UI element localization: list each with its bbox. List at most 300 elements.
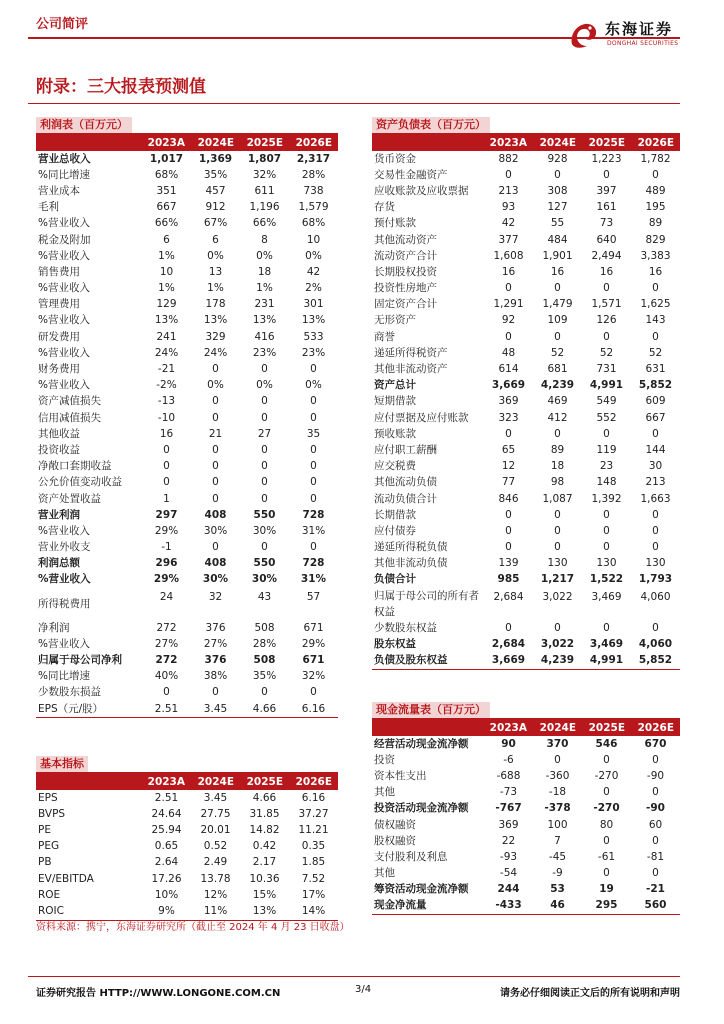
value-cell: 0 — [603, 753, 610, 766]
value-cell: 1,571 — [591, 298, 622, 311]
value-cell: 0% — [256, 379, 273, 392]
income-rows — [36, 151, 338, 717]
value-cell: 2.51 — [154, 791, 179, 804]
value-cell: 20.01 — [200, 823, 231, 836]
value-cell: 0 — [163, 476, 170, 489]
row-label: 应付债券 — [374, 524, 416, 537]
value-cell: -270 — [594, 769, 619, 782]
value-cell: 93 — [501, 201, 516, 214]
value-cell: 126 — [596, 314, 617, 327]
table-row — [36, 685, 338, 701]
table-row — [36, 855, 338, 871]
value-cell: 0 — [554, 524, 561, 537]
value-cell: 48 — [501, 346, 516, 359]
section-header — [36, 117, 338, 134]
table-row — [36, 297, 338, 313]
year-header: 2024E — [191, 773, 240, 790]
value-cell: 0 — [212, 395, 219, 408]
table-row — [372, 491, 680, 507]
value-cell: 550 — [253, 557, 276, 570]
value-cell: 928 — [547, 152, 568, 165]
value-cell: 295 — [595, 899, 618, 912]
row-label: %营业收入 — [38, 524, 90, 537]
value-cell: 0 — [261, 411, 268, 424]
value-cell: 13.78 — [200, 872, 231, 885]
value-cell: 296 — [155, 557, 178, 570]
value-cell: 31% — [301, 524, 326, 537]
row-label: 应付职工薪酬 — [374, 443, 437, 456]
value-cell: 829 — [645, 233, 666, 246]
row-label: 流动资产合计 — [374, 249, 437, 262]
value-cell: 0 — [603, 621, 610, 634]
table-row — [36, 507, 338, 523]
value-cell: 1,392 — [591, 492, 622, 505]
value-cell: 12% — [203, 888, 228, 901]
value-cell: 738 — [303, 184, 324, 197]
table-row — [36, 361, 338, 377]
year-header: 2023A — [142, 134, 191, 151]
value-cell: -61 — [597, 850, 616, 863]
table-bottom-rule — [36, 717, 338, 718]
data-source-note: 资料来源：携宁，东海证券研究所（截止至 2024 年 4 月 23 日收盘） — [36, 922, 350, 933]
value-cell: 546 — [595, 737, 618, 750]
value-cell: 1,663 — [640, 492, 671, 505]
value-cell: 24% — [203, 346, 228, 359]
section-header — [36, 756, 338, 773]
value-cell: 1% — [207, 282, 224, 295]
value-cell: 408 — [204, 508, 227, 521]
section-title: 基本指标 — [36, 756, 88, 772]
value-cell: 549 — [596, 395, 617, 408]
row-label: 长期股权投资 — [374, 265, 437, 278]
value-cell: 2,494 — [591, 249, 622, 262]
value-cell: 0% — [256, 249, 273, 262]
row-label: 毛利 — [38, 201, 59, 214]
value-cell: 52 — [599, 346, 614, 359]
value-cell: 1,369 — [198, 152, 233, 165]
value-cell: 3,022 — [540, 637, 575, 650]
row-label: %营业收入 — [38, 314, 90, 327]
value-cell: 119 — [596, 443, 617, 456]
value-cell: 13% — [301, 314, 326, 327]
value-cell: 1% — [158, 282, 175, 295]
value-cell: 1,793 — [638, 573, 673, 586]
value-cell: 4,991 — [589, 379, 624, 392]
value-cell: 13% — [252, 904, 277, 917]
value-cell: 728 — [302, 557, 325, 570]
value-cell: 1,223 — [591, 152, 622, 165]
value-cell: 89 — [550, 443, 565, 456]
table-header-row — [36, 773, 338, 790]
value-cell: 7 — [554, 834, 561, 847]
row-label: 股东权益 — [374, 637, 416, 650]
value-cell: 0 — [652, 834, 659, 847]
row-label: 其他流动负债 — [374, 476, 437, 489]
value-cell: 1,579 — [298, 201, 329, 214]
row-label: 负债合计 — [374, 573, 416, 586]
value-cell: 0 — [603, 786, 610, 799]
table-row — [372, 313, 680, 329]
table-row — [36, 588, 338, 620]
value-cell: 139 — [498, 557, 519, 570]
value-cell: 53 — [550, 883, 565, 896]
row-label: 利润总额 — [38, 557, 80, 570]
value-cell: 0 — [505, 168, 512, 181]
value-cell: 370 — [546, 737, 569, 750]
value-cell: 0 — [505, 621, 512, 634]
table-row — [372, 833, 680, 849]
value-cell: -21 — [157, 363, 176, 376]
value-cell: 0 — [603, 524, 610, 537]
table-row — [36, 410, 338, 426]
value-cell: 0.52 — [203, 840, 228, 853]
value-cell: 130 — [596, 557, 617, 570]
value-cell: 27% — [203, 637, 228, 650]
value-cell: 178 — [205, 298, 226, 311]
table-row — [36, 394, 338, 410]
cash-flow-table — [372, 719, 680, 914]
table-row — [36, 459, 338, 475]
value-cell: 0.65 — [154, 840, 179, 853]
row-label: %营业收入 — [38, 249, 90, 262]
value-cell: 35% — [252, 670, 277, 683]
value-cell: 13% — [252, 314, 277, 327]
header-label-cell — [36, 773, 142, 790]
year-header: 2024E — [533, 719, 582, 736]
value-cell: 3.45 — [203, 791, 228, 804]
value-cell: 0 — [652, 753, 659, 766]
table-row — [372, 507, 680, 523]
value-cell: 55 — [550, 217, 565, 230]
value-cell: 0 — [505, 508, 512, 521]
value-cell: 3.45 — [203, 702, 228, 715]
value-cell: 6.16 — [301, 702, 326, 715]
value-cell: 16 — [550, 265, 565, 278]
value-cell: 195 — [645, 201, 666, 214]
value-cell: 35 — [306, 427, 321, 440]
table-row — [372, 426, 680, 442]
row-label: 归属于母公司的所有者权益 — [374, 590, 479, 619]
table-row — [372, 752, 680, 768]
row-label: 其他非流动负债 — [374, 557, 448, 570]
table-row — [36, 540, 338, 556]
value-cell: 614 — [498, 363, 519, 376]
value-cell: 0 — [505, 541, 512, 554]
row-label: %营业收入 — [38, 573, 91, 586]
value-cell: 489 — [645, 184, 666, 197]
value-cell: 376 — [204, 654, 227, 667]
value-cell: 30% — [203, 524, 228, 537]
value-cell: 0 — [163, 686, 170, 699]
row-label: %营业收入 — [38, 282, 90, 295]
value-cell: 0% — [305, 379, 322, 392]
value-cell: 0 — [652, 541, 659, 554]
title-divider — [28, 103, 680, 104]
table-row — [372, 281, 680, 297]
value-cell: -54 — [499, 867, 518, 880]
value-cell: 0 — [652, 867, 659, 880]
value-cell: 3,669 — [491, 654, 526, 667]
year-header: 2025E — [240, 773, 289, 790]
value-cell: 1,901 — [542, 249, 573, 262]
value-cell: 244 — [497, 883, 520, 896]
value-cell: 16 — [159, 427, 174, 440]
table-row — [36, 426, 338, 442]
value-cell: 42 — [306, 265, 321, 278]
value-cell: 1,217 — [540, 573, 575, 586]
value-cell: 0 — [603, 834, 610, 847]
value-cell: 0 — [310, 395, 317, 408]
value-cell: 29% — [301, 637, 326, 650]
value-cell: 0 — [212, 411, 219, 424]
row-label: %同比增速 — [38, 168, 90, 181]
value-cell: 631 — [645, 363, 666, 376]
year-header: 2023A — [484, 134, 533, 151]
table-row — [372, 572, 680, 588]
value-cell: 127 — [547, 201, 568, 214]
row-label: 筹资活动现金流净额 — [374, 883, 469, 896]
table-row — [36, 378, 338, 394]
table-row — [372, 849, 680, 865]
value-cell: 0 — [505, 427, 512, 440]
table-row — [372, 297, 680, 313]
value-cell: 23% — [252, 346, 277, 359]
value-cell: 846 — [498, 492, 519, 505]
value-cell: 0 — [212, 541, 219, 554]
value-cell: 369 — [498, 395, 519, 408]
value-cell: 43 — [257, 591, 272, 604]
value-cell: 67% — [203, 217, 228, 230]
row-label: PEG — [38, 840, 60, 853]
value-cell: 22 — [501, 834, 516, 847]
value-cell: 0 — [554, 282, 561, 295]
table-row — [372, 620, 680, 636]
value-cell: 0 — [554, 753, 561, 766]
value-cell: 0 — [261, 395, 268, 408]
value-cell: 0 — [212, 492, 219, 505]
table-row — [372, 394, 680, 410]
value-cell: 24 — [159, 591, 174, 604]
value-cell: 2.17 — [252, 856, 277, 869]
table-row — [372, 216, 680, 232]
value-cell: 40% — [154, 670, 179, 683]
table-row — [36, 167, 338, 183]
header-label-cell — [372, 719, 484, 736]
year-header: 2026E — [289, 134, 338, 151]
row-label: 净敞口套期收益 — [38, 460, 112, 473]
value-cell: 0 — [310, 686, 317, 699]
value-cell: 18 — [550, 460, 565, 473]
value-cell: 29% — [153, 573, 180, 586]
row-label: 短期借款 — [374, 395, 416, 408]
row-label: 资产处置收益 — [38, 492, 101, 505]
value-cell: 508 — [254, 621, 275, 634]
value-cell: 0.35 — [301, 840, 326, 853]
table-row — [372, 898, 680, 914]
row-label: 投资收益 — [38, 443, 80, 456]
value-cell: 17% — [301, 888, 326, 901]
table-row — [36, 822, 338, 838]
year-header: 2026E — [631, 134, 680, 151]
row-label: 固定资产合计 — [374, 298, 437, 311]
value-cell: -45 — [548, 850, 567, 863]
value-cell: 609 — [645, 395, 666, 408]
value-cell: 10 — [306, 233, 321, 246]
row-label: 税金及附加 — [38, 233, 91, 246]
table-row — [372, 361, 680, 377]
value-cell: 0 — [212, 363, 219, 376]
table-row — [36, 442, 338, 458]
value-cell: 60 — [648, 818, 663, 831]
value-cell: 148 — [596, 476, 617, 489]
value-cell: 640 — [596, 233, 617, 246]
value-cell: 0 — [554, 427, 561, 440]
row-label: 支付股利及利息 — [374, 850, 448, 863]
table-row — [36, 329, 338, 345]
row-label: 归属于母公司净利 — [38, 654, 122, 667]
value-cell: 0 — [310, 411, 317, 424]
value-cell: 469 — [547, 395, 568, 408]
value-cell: 0 — [603, 168, 610, 181]
row-label: 少数股东权益 — [374, 621, 437, 634]
value-cell: 2.51 — [154, 702, 179, 715]
row-label: 其他非流动资产 — [374, 363, 448, 376]
year-header: 2026E — [631, 719, 680, 736]
table-row — [36, 345, 338, 361]
value-cell: 46 — [550, 899, 565, 912]
value-cell: 1,291 — [493, 298, 524, 311]
value-cell: 16 — [599, 265, 614, 278]
value-cell: -688 — [496, 769, 521, 782]
value-cell: 13 — [208, 265, 223, 278]
row-label: 营业总收入 — [38, 152, 91, 165]
section-title: 利润表（百万元） — [36, 117, 132, 133]
row-label: EPS — [38, 791, 58, 804]
table-row — [36, 701, 338, 717]
row-label: 其他 — [374, 786, 395, 799]
value-cell: 18 — [257, 265, 272, 278]
value-cell: 667 — [645, 411, 666, 424]
value-cell: 0 — [163, 460, 170, 473]
value-cell: 10 — [159, 265, 174, 278]
footer-divider — [28, 976, 680, 977]
value-cell: -90 — [646, 769, 665, 782]
value-cell: 6 — [163, 233, 170, 246]
value-cell: 16 — [501, 265, 516, 278]
income-statement-table — [36, 134, 338, 717]
row-label: 研发费用 — [38, 330, 80, 343]
table-row — [36, 636, 338, 652]
value-cell: 11.21 — [298, 823, 329, 836]
balance-sheet-table — [372, 134, 680, 669]
value-cell: 0 — [554, 508, 561, 521]
value-cell: -73 — [499, 786, 518, 799]
value-cell: 301 — [303, 298, 324, 311]
table-row — [36, 281, 338, 297]
value-cell: 0 — [652, 282, 659, 295]
value-cell: 1% — [158, 249, 175, 262]
table-row — [372, 523, 680, 539]
value-cell: 0 — [310, 443, 317, 456]
value-cell: 68% — [301, 217, 326, 230]
table-row — [372, 200, 680, 216]
value-cell: 28% — [301, 168, 326, 181]
table-row — [36, 652, 338, 668]
row-label: 长期借款 — [374, 508, 416, 521]
year-header: 2025E — [240, 134, 289, 151]
value-cell: 57 — [306, 591, 321, 604]
row-label: 递延所得税资产 — [374, 346, 448, 359]
row-label: 资本性支出 — [374, 769, 427, 782]
row-label: 现金净流量 — [374, 899, 427, 912]
table-row — [36, 556, 338, 572]
value-cell: 670 — [644, 737, 667, 750]
value-cell: 32 — [208, 591, 223, 604]
value-cell: 24.64 — [151, 807, 182, 820]
page-title: 附录：三大报表预测值 — [36, 77, 206, 97]
value-cell: 0 — [603, 508, 610, 521]
value-cell: 416 — [254, 330, 275, 343]
row-label: 投资 — [374, 753, 395, 766]
table-row — [372, 636, 680, 652]
value-cell: 65 — [501, 443, 516, 456]
row-label: EPS（元/股） — [38, 702, 104, 715]
value-cell: -767 — [495, 802, 522, 815]
footer-disclaimer: 请务必仔细阅读正文后的所有说明和声明 — [500, 988, 680, 999]
value-cell: 0% — [305, 249, 322, 262]
table-row — [372, 556, 680, 572]
row-label: ROIC — [38, 904, 64, 917]
value-cell: 0 — [554, 621, 561, 634]
value-cell: -10 — [157, 411, 176, 424]
value-cell: 0 — [554, 541, 561, 554]
value-cell: 0 — [310, 460, 317, 473]
value-cell: 35% — [203, 168, 228, 181]
row-label: 其他 — [374, 867, 395, 880]
year-header: 2026E — [289, 773, 338, 790]
value-cell: 77 — [501, 476, 516, 489]
row-label: %营业收入 — [38, 379, 90, 392]
value-cell: 671 — [302, 654, 325, 667]
year-header: 2025E — [582, 719, 631, 736]
table-row — [36, 839, 338, 855]
row-label: 流动负债合计 — [374, 492, 437, 505]
value-cell: 8 — [261, 233, 268, 246]
value-cell: 12 — [501, 460, 516, 473]
value-cell: 10% — [154, 888, 179, 901]
row-label: 营业外收支 — [38, 541, 91, 554]
cash-flow-section — [372, 702, 680, 915]
row-label: ROE — [38, 888, 61, 901]
value-cell: -21 — [646, 883, 665, 896]
table-bottom-rule — [372, 914, 680, 915]
value-cell: 667 — [156, 201, 177, 214]
value-cell: 3,469 — [591, 591, 622, 604]
value-cell: 550 — [253, 508, 276, 521]
value-cell: 0 — [212, 686, 219, 699]
value-cell: 3,022 — [542, 591, 573, 604]
year-header: 2025E — [582, 134, 631, 151]
value-cell: 0 — [554, 330, 561, 343]
row-label: PB — [38, 856, 52, 869]
row-label: 债权融资 — [374, 818, 416, 831]
value-cell: 31.85 — [249, 807, 280, 820]
value-cell: 0 — [652, 508, 659, 521]
year-header: 2024E — [191, 134, 240, 151]
row-label: 其他收益 — [38, 427, 80, 440]
table-row — [372, 264, 680, 280]
value-cell: 28% — [252, 637, 277, 650]
